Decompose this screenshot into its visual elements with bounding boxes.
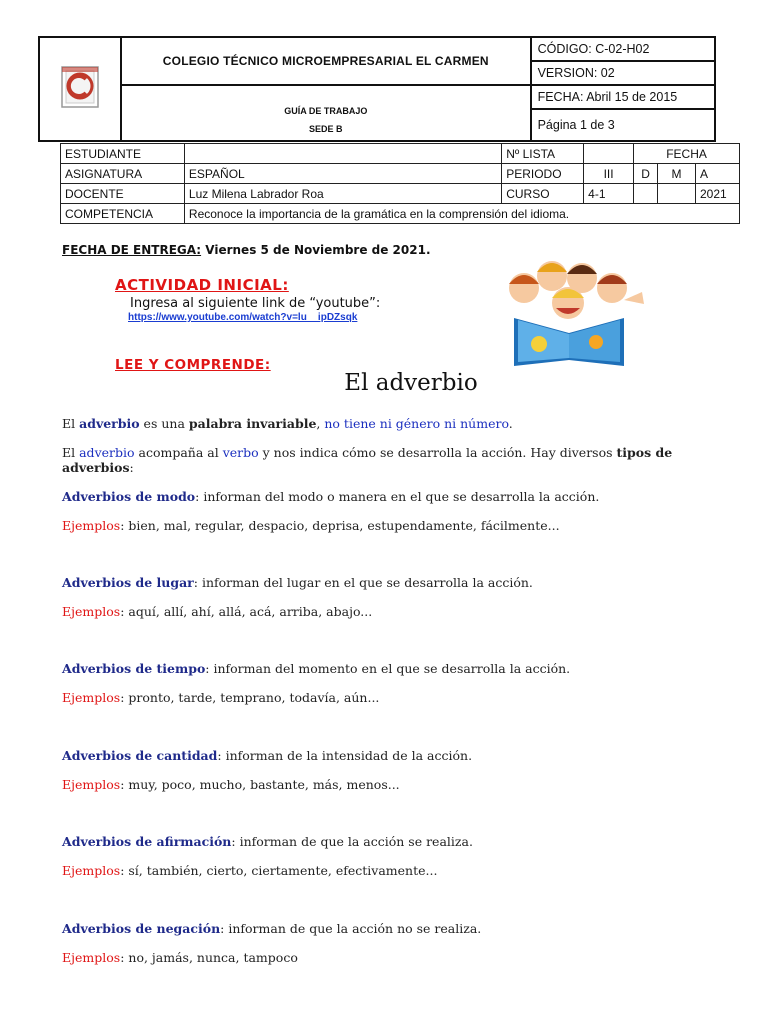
keyword: verbo (222, 445, 259, 460)
type-description: : informan de la intensidad de la acción. (217, 748, 473, 763)
keyword: adverbio (79, 416, 140, 431)
examples-list: : sí, también, cierto, ciertamente, efectivamente... (120, 863, 438, 878)
document-title: El adverbio (344, 370, 478, 396)
examples-afirmacion (62, 863, 732, 878)
month-label: M (658, 164, 696, 184)
keyword: no tiene ni género ni número (324, 416, 509, 431)
due-date-value: Viernes 5 de Noviembre de 2021. (205, 243, 431, 257)
guide-title: GUÍA DE TRABAJO (284, 106, 368, 116)
examples-label: Ejemplos (62, 777, 121, 792)
list-label: Nº LISTA (502, 144, 584, 164)
examples-list: : no, jamás, nunca, tampoco (120, 950, 298, 965)
examples-list: : bien, mal, regular, despacio, deprisa, estupendamente, fácilmente... (120, 518, 560, 533)
activity-title: ACTIVIDAD INICIAL: (115, 276, 289, 294)
intro-paragraph-1 (62, 416, 732, 431)
day-label: D (634, 164, 658, 184)
examples-tiempo (62, 690, 732, 705)
examples-label: Ejemplos (62, 518, 121, 533)
activity-instruction: Ingresa al siguiente link de “youtube”: (130, 296, 381, 311)
logo-cell (39, 37, 121, 141)
doc-date: FECHA: Abril 15 de 2015 (531, 85, 715, 109)
student-value[interactable] (184, 144, 501, 164)
student-label: ESTUDIANTE (61, 144, 185, 164)
school-logo-icon (40, 39, 120, 135)
type-cantidad (62, 748, 732, 763)
teacher-value: Luz Milena Labrador Roa (184, 184, 501, 204)
keyword: tipos de adverbios (62, 445, 673, 475)
examples-label: Ejemplos (62, 863, 121, 878)
teacher-label: DOCENTE (61, 184, 185, 204)
examples-modo (62, 518, 732, 533)
text: es una (139, 416, 189, 431)
read-title: LEE Y COMPRENDE: (115, 357, 271, 373)
examples-lugar (62, 604, 732, 619)
type-negacion (62, 921, 732, 936)
doc-version: VERSION: 02 (531, 61, 715, 85)
intro-paragraph-2 (62, 445, 717, 475)
type-description: : informan del momento en el que se desarrolla la acción. (205, 661, 571, 676)
date-label: FECHA (634, 144, 740, 164)
examples-label: Ejemplos (62, 950, 121, 965)
competence-label: COMPETENCIA (61, 204, 185, 224)
period-label: PERIODO (502, 164, 584, 184)
examples-negacion (62, 950, 732, 965)
day-value[interactable] (634, 184, 658, 204)
examples-label: Ejemplos (62, 604, 121, 619)
type-description: : informan de que la acción no se realiza. (220, 921, 482, 936)
examples-list: : pronto, tarde, temprano, todavía, aún... (120, 690, 380, 705)
subject-label: ASIGNATURA (61, 164, 185, 184)
examples-label: Ejemplos (62, 690, 121, 705)
type-tiempo (62, 661, 732, 676)
guide-cell (121, 85, 531, 141)
due-date (62, 243, 431, 257)
subject-value: ESPAÑOL (184, 164, 501, 184)
type-name: Adverbios de tiempo (62, 661, 206, 676)
type-name: Adverbios de modo (62, 489, 196, 504)
text: . (508, 416, 513, 431)
type-description: : informan de que la acción se realiza. (231, 834, 473, 849)
type-name: Adverbios de afirmación (62, 834, 232, 849)
examples-list: : aquí, allí, ahí, allá, acá, arriba, abajo... (120, 604, 373, 619)
text: y nos indica cómo se desarrolla la acción. Hay diversos (258, 445, 617, 460)
due-date-label: FECHA DE ENTREGA: (62, 243, 202, 257)
type-name: Adverbios de cantidad (62, 748, 218, 763)
text: El (62, 416, 80, 431)
examples-cantidad (62, 777, 732, 792)
type-afirmacion (62, 834, 732, 849)
doc-code: CÓDIGO: C-02-H02 (531, 37, 715, 61)
year-label: A (695, 164, 739, 184)
school-name: COLEGIO TÉCNICO MICROEMPRESARIAL EL CARMEN (121, 37, 531, 85)
youtube-link[interactable]: https://www.youtube.com/watch?v=lu__ipDZsqk (128, 312, 358, 323)
month-value[interactable] (658, 184, 696, 204)
student-info-table (60, 143, 740, 224)
type-name: Adverbios de negación (62, 921, 221, 936)
text: , (316, 416, 325, 431)
type-name: Adverbios de lugar (62, 575, 194, 590)
kids-reading-book-icon (484, 248, 654, 368)
type-description: : informan del modo o manera en el que se desarrolla la acción. (195, 489, 600, 504)
type-lugar (62, 575, 732, 590)
text: acompaña al (134, 445, 223, 460)
text: El (62, 445, 80, 460)
doc-page: Página 1 de 3 (531, 109, 715, 141)
guide-site: SEDE B (309, 124, 343, 134)
type-description: : informan del lugar en el que se desarrolla la acción. (193, 575, 533, 590)
document-header (38, 36, 716, 142)
period-value: III (584, 164, 634, 184)
keyword: palabra invariable (188, 416, 317, 431)
year-value: 2021 (695, 184, 739, 204)
course-label: CURSO (502, 184, 584, 204)
keyword: adverbio (79, 445, 135, 460)
course-value: 4-1 (584, 184, 634, 204)
competence-value: Reconoce la importancia de la gramática en la comprensión del idioma. (184, 204, 739, 224)
text: : (129, 460, 134, 475)
list-value[interactable] (584, 144, 634, 164)
type-modo (62, 489, 732, 504)
examples-list: : muy, poco, mucho, bastante, más, menos... (120, 777, 400, 792)
